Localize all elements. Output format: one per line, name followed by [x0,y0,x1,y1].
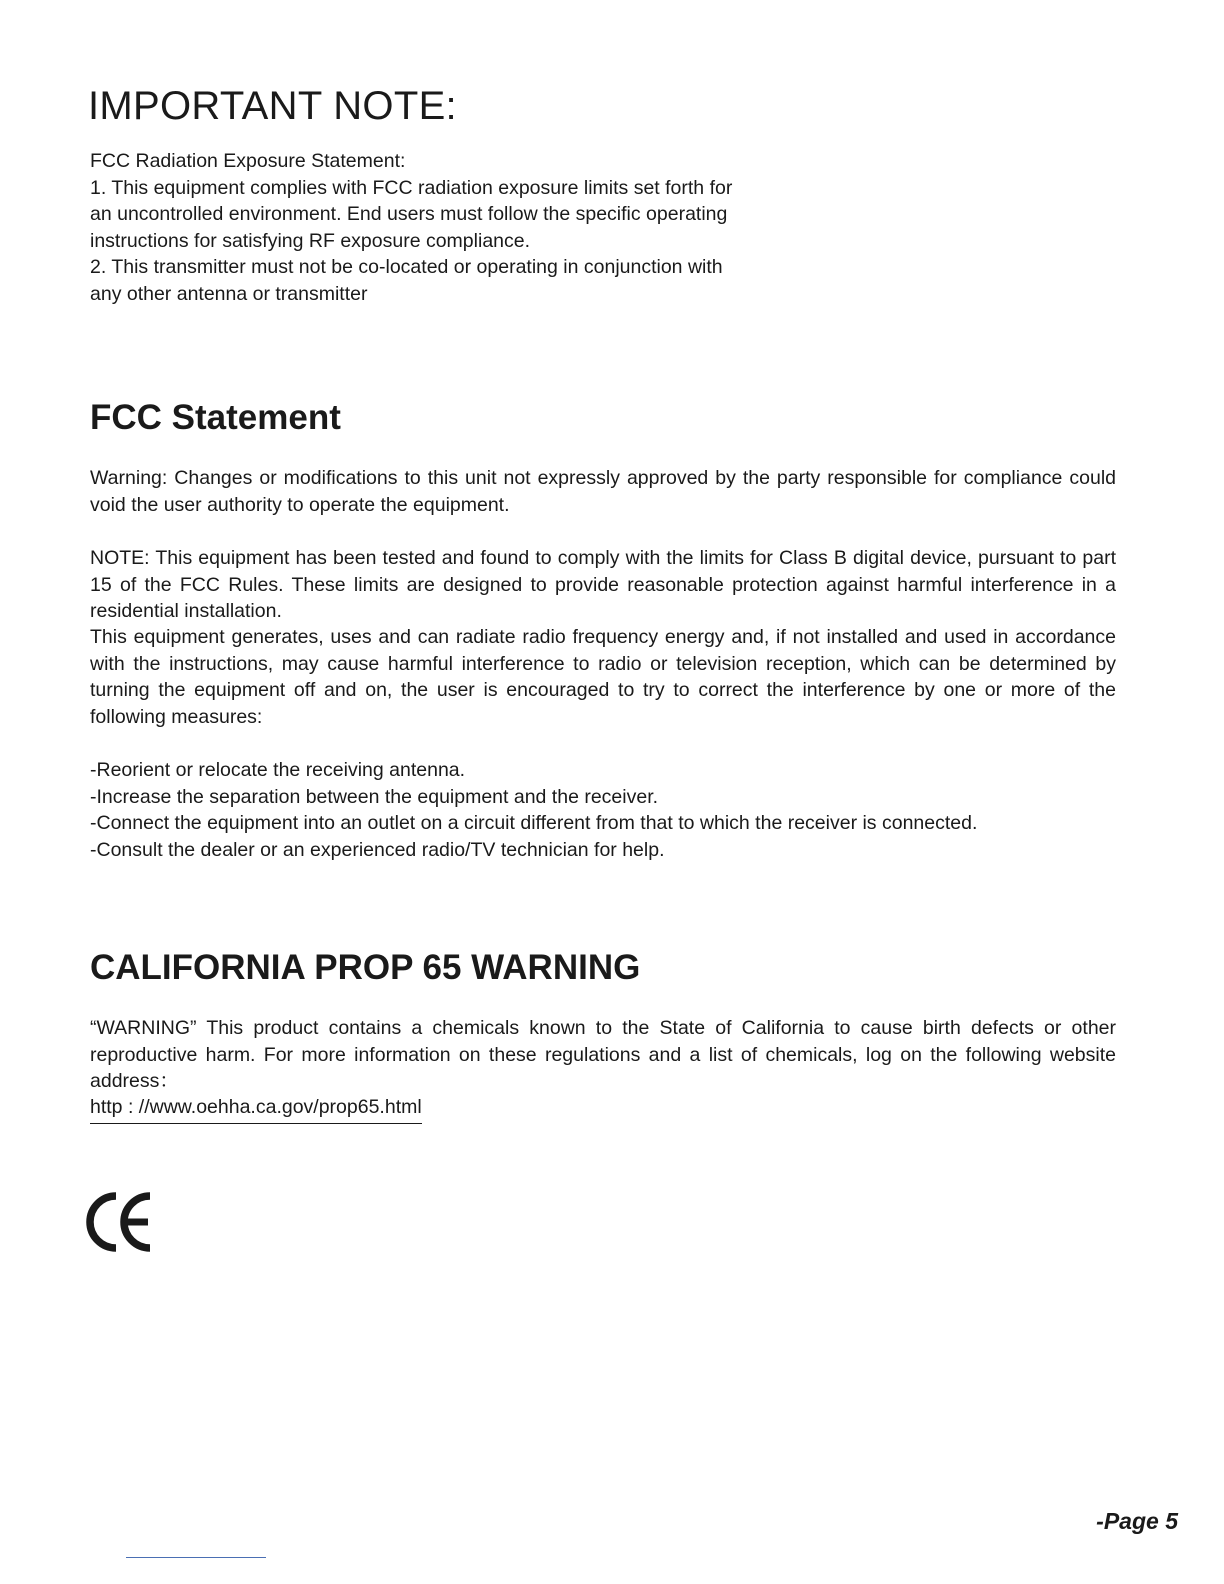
page-number: -Page 5 [1096,1508,1178,1534]
fcc-note-paragraph: NOTE: This equipment has been tested and found to comply with the limits for Class B digital device, pursuant to part 15 of the FCC Rules. These limits are designed to provide reasonable protection against harmful interference in a residential installation. [90,547,1116,622]
important-note-line: 1. This equipment complies with FCC radiation exposure limits set forth for [90,176,733,199]
important-note-line: FCC Radiation Exposure Statement: [90,150,406,172]
fcc-measure-item: -Connect the equipment into an outlet on a circuit different from that to which the receiver is connected. [90,812,978,834]
important-note-line: 2. This transmitter must not be co-located or operating in conjunction with [90,256,723,278]
fcc-measure-item: -Increase the separation between the equipment and the receiver. [90,785,659,808]
fcc-measure-item: -Consult the dealer or an experienced radio/TV technician for help. [90,838,665,861]
important-note-title: IMPORTANT NOTE: [88,84,457,128]
important-note-line: an uncontrolled environment. End users must follow the specific operating [90,203,728,225]
important-note-line: instructions for satisfying RF exposure compliance. [90,229,531,252]
fcc-warning-paragraph: Warning: Changes or modifications to this unit not expressly approved by the party responsible for compliance could void the user authority to operate the equipment. [90,467,1116,516]
important-note-body [90,148,810,307]
fcc-measures-list [90,757,977,863]
fcc-statement-title: FCC Statement [90,398,341,437]
prop65-website-link[interactable]: http : //www.oehha.ca.gov/prop65.html [90,1094,422,1124]
fcc-measure-item: -Reorient or relocate the receiving antenna. [90,759,466,781]
important-note-line: any other antenna or transmitter [90,282,368,305]
fcc-interference-paragraph: This equipment generates, uses and can radiate radio frequency energy and, if not installed and used in accordance with the instructions, may cause harmful interference to radio or television reception, which can be determined by turning the equipment off and on, the user is encouraged to try to correct the interference by one or more of the following measures: [90,626,1116,728]
prop65-title: CALIFORNIA PROP 65 WARNING [90,948,641,987]
prop65-paragraph: “WARNING” This product contains a chemicals known to the State of California to cause birth defects or other reproductive harm. For more information on these regulations and a list of chemicals, log on the following website address： [90,1017,1116,1092]
ce-mark-icon [86,1190,156,1254]
footer-divider [126,1557,266,1558]
